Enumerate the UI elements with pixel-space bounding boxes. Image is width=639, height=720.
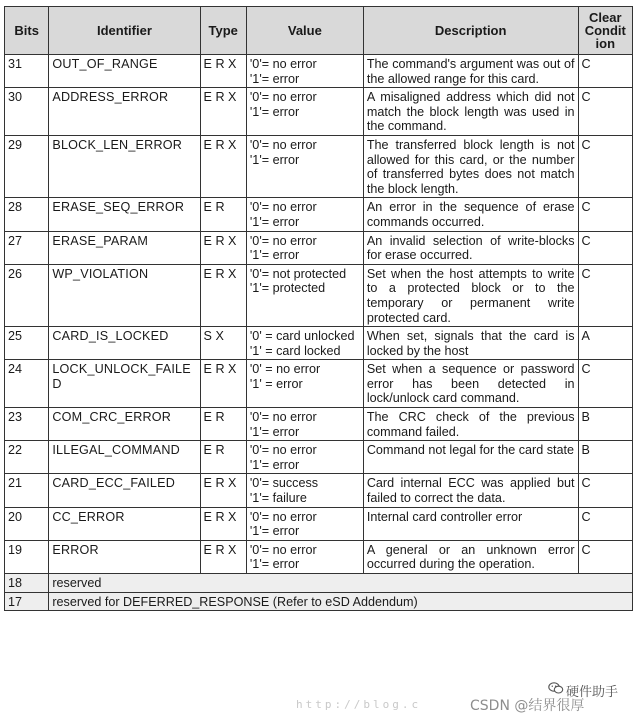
clear-condition: C: [578, 198, 632, 231]
bit-number: 29: [5, 135, 49, 197]
value: [246, 327, 363, 360]
value-line: '0'= no error: [249, 57, 317, 71]
identifier: CARD_IS_LOCKED: [49, 327, 200, 360]
value: [246, 264, 363, 326]
value: [246, 88, 363, 136]
type: E R X: [200, 264, 246, 326]
bit-number: 20: [5, 507, 49, 540]
value: [246, 441, 363, 474]
value-line: '0'= no error: [249, 233, 317, 248]
type: E R X: [200, 507, 246, 540]
watermark-account: 硬件助手: [566, 685, 619, 700]
card-status-table: [4, 6, 633, 611]
identifier: COM_CRC_ERROR: [49, 408, 200, 441]
clear-condition: C: [578, 540, 632, 573]
value-line: '1'= error: [249, 557, 300, 572]
table-row: [5, 540, 633, 573]
clear-condition: C: [578, 135, 632, 197]
value-line: '1'= protected: [249, 281, 326, 296]
reserved-text: reserved for DEFERRED_RESPONSE (Refer to eSD Addendum): [49, 592, 633, 611]
type: E R X: [200, 135, 246, 197]
value: [246, 507, 363, 540]
wechat-logo-icon: [548, 682, 564, 694]
value-line: '0'= no error: [249, 137, 317, 152]
bit-number: 24: [5, 360, 49, 408]
table-row: [5, 327, 633, 360]
table-row: [5, 135, 633, 197]
clear-condition: C: [578, 88, 632, 136]
header-clear-text: Clear Condit ion: [584, 10, 626, 51]
bit-number: 17: [5, 592, 49, 611]
type: E R X: [200, 55, 246, 88]
value-line: '0'= not protected: [249, 266, 347, 281]
bit-number: 28: [5, 198, 49, 231]
reserved-row: [5, 574, 633, 593]
value-line: '1'= error: [249, 71, 300, 86]
bit-number: 19: [5, 540, 49, 573]
identifier: WP_VIOLATION: [49, 264, 200, 326]
description: The CRC check of the previous command failed.: [363, 408, 578, 441]
value: [246, 360, 363, 408]
value-line: '1'= failure: [249, 491, 307, 506]
identifier: ERROR: [49, 540, 200, 573]
type: E R: [200, 441, 246, 474]
value-line: '0' = card unlocked: [249, 329, 355, 344]
description: When set, signals that the card is locked by the host: [363, 327, 578, 360]
value: [246, 135, 363, 197]
identifier: ILLEGAL_COMMAND: [49, 441, 200, 474]
value-line: '1'= error: [249, 104, 300, 119]
type: E R X: [200, 360, 246, 408]
value-line: '1'= error: [249, 214, 300, 229]
header-value: Value: [246, 7, 363, 55]
type: E R X: [200, 231, 246, 264]
identifier: ERASE_PARAM: [49, 231, 200, 264]
description: Command not legal for the card state: [363, 441, 578, 474]
description: Card internal ECC was applied but failed to correct the data.: [363, 474, 578, 507]
value-line: '0'= no error: [249, 443, 317, 458]
bit-number: 27: [5, 231, 49, 264]
type: E R X: [200, 474, 246, 507]
identifier: ADDRESS_ERROR: [49, 88, 200, 136]
table-row: [5, 408, 633, 441]
value-line: '0'= success: [249, 476, 319, 491]
value-line: '1' = error: [249, 376, 303, 391]
identifier: OUT_OF_RANGE: [49, 55, 200, 88]
value: [246, 55, 363, 88]
value-line: '1'= error: [249, 152, 300, 167]
clear-condition: B: [578, 441, 632, 474]
value: [246, 474, 363, 507]
description: Internal card controller error: [363, 507, 578, 540]
description: A misaligned address which did not match the block length was used in the command.: [363, 88, 578, 136]
bit-number: 22: [5, 441, 49, 474]
clear-condition: B: [578, 408, 632, 441]
identifier: CC_ERROR: [49, 507, 200, 540]
identifier: CARD_ECC_FAILED: [49, 474, 200, 507]
value-line: '0'= no error: [249, 410, 317, 425]
type: E R: [200, 198, 246, 231]
table-row: [5, 264, 633, 326]
bit-number: 23: [5, 408, 49, 441]
value-line: '0'= no error: [249, 542, 317, 557]
clear-condition: C: [578, 231, 632, 264]
description: Set when a sequence or password error has been detected in lock/unlock card command.: [363, 360, 578, 408]
description: An error in the sequence of erase commands occurred.: [363, 198, 578, 231]
type: E R: [200, 408, 246, 441]
clear-condition: A: [578, 327, 632, 360]
reserved-text: reserved: [49, 574, 633, 593]
table-row: [5, 198, 633, 231]
header-bits: Bits: [5, 7, 49, 55]
value-line: '0'= no error: [249, 509, 317, 524]
bit-number: 25: [5, 327, 49, 360]
identifier: ERASE_SEQ_ERROR: [49, 198, 200, 231]
bit-number: 26: [5, 264, 49, 326]
value: [246, 198, 363, 231]
bit-number: 31: [5, 55, 49, 88]
bit-number: 21: [5, 474, 49, 507]
value: [246, 540, 363, 573]
header-identifier: Identifier: [49, 7, 200, 55]
clear-condition: C: [578, 55, 632, 88]
value-line: '0'= no error: [249, 90, 317, 105]
table-row: [5, 360, 633, 408]
identifier: LOCK_UNLOCK_FAILED: [49, 360, 200, 408]
value-line: '0'= no error: [249, 200, 317, 215]
clear-condition: C: [578, 360, 632, 408]
bit-number: 18: [5, 574, 49, 593]
table-row: [5, 474, 633, 507]
type: E R X: [200, 540, 246, 573]
value-line: '0' = no error: [249, 362, 321, 377]
clear-condition: C: [578, 507, 632, 540]
table-row: [5, 88, 633, 136]
watermark-csdn: CSDN @结界很厚: [470, 698, 585, 714]
table-row: [5, 55, 633, 88]
table-row: [5, 441, 633, 474]
identifier: BLOCK_LEN_ERROR: [49, 135, 200, 197]
table-row: [5, 507, 633, 540]
value-line: '1'= error: [249, 248, 300, 263]
value: [246, 408, 363, 441]
type: E R X: [200, 88, 246, 136]
value-line: '1' = card locked: [249, 343, 341, 358]
description: A general or an unknown error occurred during the operation.: [363, 540, 578, 573]
description: An invalid selection of write-blocks for erase occurred.: [363, 231, 578, 264]
value-line: '1'= error: [249, 457, 300, 472]
clear-condition: C: [578, 264, 632, 326]
watermark-blog-url: http://blog.c: [296, 698, 422, 711]
value: [246, 231, 363, 264]
bit-number: 30: [5, 88, 49, 136]
value-line: '1'= error: [249, 524, 300, 539]
header-type: Type: [200, 7, 246, 55]
table-row: [5, 231, 633, 264]
description: Set when the host attempts to write to a protected block or to the temporary or permanent write protected card.: [363, 264, 578, 326]
type: S X: [200, 327, 246, 360]
header-row: [5, 7, 633, 55]
value-line: '1'= error: [249, 424, 300, 439]
description: The command's argument was out of the allowed range for this card.: [363, 55, 578, 88]
description: The transferred block length is not allowed for this card, or the number of transferred bytes does not match the block length.: [363, 135, 578, 197]
header-clear-condition: [578, 7, 632, 55]
clear-condition: C: [578, 474, 632, 507]
reserved-row: [5, 592, 633, 611]
header-description: Description: [363, 7, 578, 55]
